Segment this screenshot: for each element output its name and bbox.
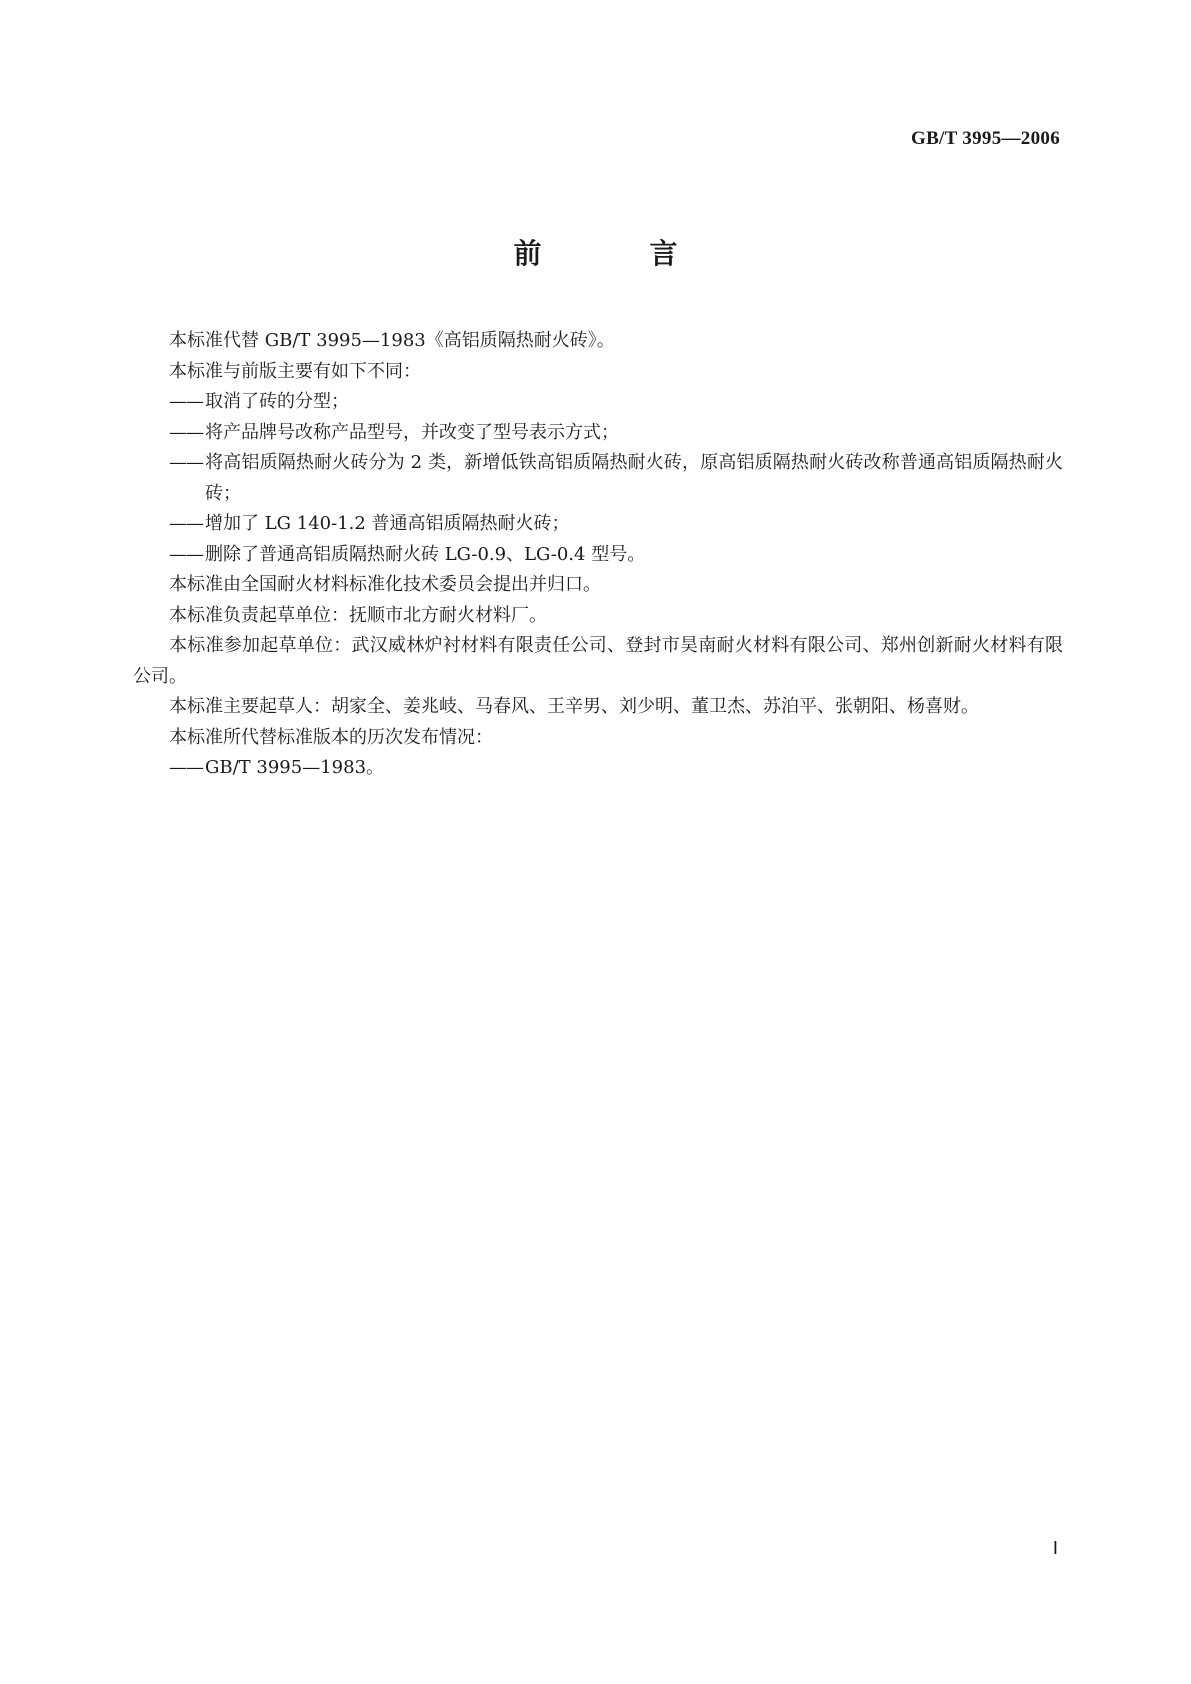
paragraph-lead-drafter: 本标准负责起草单位：抚顺市北方耐火材料厂。 bbox=[169, 604, 547, 626]
list-item bbox=[133, 448, 1063, 509]
list-item bbox=[133, 509, 1063, 540]
list-item bbox=[133, 418, 1063, 449]
list-item-text: 将高铝质隔热耐火砖分为 2 类，新增低铁高铝质隔热耐火砖，原高铝质隔热耐火砖改称普通高铝质隔热耐火砖； bbox=[205, 452, 1063, 504]
list-item-text: 将产品牌号改称产品型号，并改变了型号表示方式； bbox=[205, 421, 619, 443]
list-item-text: 删除了普通高铝质隔热耐火砖 LG-0.9、LG-0.4 型号。 bbox=[205, 543, 646, 565]
page-title: 前 言 bbox=[513, 237, 718, 270]
list-item bbox=[133, 540, 1063, 571]
dash-marker: —— bbox=[169, 513, 203, 534]
dash-marker: —— bbox=[169, 543, 203, 565]
paragraph-proposed-by: 本标准由全国耐火材料标准化技术委员会提出并归口。 bbox=[169, 574, 601, 595]
dash-marker: —— bbox=[169, 391, 203, 412]
dash-marker: —— bbox=[169, 452, 203, 473]
paragraph-participating-drafters: 本标准参加起草单位：武汉威林炉衬材料有限责任公司、登封市昊南耐火材料有限公司、郑州创新耐火材料有限公司。 bbox=[133, 635, 1063, 687]
paragraph-main-drafters: 本标准主要起草人：胡家全、姜兆岐、马春风、王辛男、刘少明、董卫杰、苏泊平、张朝阳、杨喜财。 bbox=[169, 696, 979, 717]
list-item-text: 增加了 LG 140-1.2 普通高铝质隔热耐火砖； bbox=[205, 513, 570, 534]
list-item bbox=[133, 387, 1063, 418]
list-item-text: GB/T 3995—1983。 bbox=[205, 757, 385, 778]
list-item bbox=[133, 753, 1063, 784]
paragraph-differences-intro: 本标准与前版主要有如下不同： bbox=[169, 360, 421, 382]
dash-marker: —— bbox=[169, 421, 203, 443]
document-body bbox=[133, 326, 1063, 784]
page-number: Ⅰ bbox=[1052, 1538, 1058, 1558]
standard-code-header: GB/T 3995—2006 bbox=[910, 128, 1060, 149]
paragraph-history-intro: 本标准所代替标准版本的历次发布情况： bbox=[169, 726, 493, 748]
dash-marker: —— bbox=[169, 757, 203, 778]
list-item-text: 取消了砖的分型； bbox=[205, 391, 349, 412]
paragraph-replaces: 本标准代替 GB/T 3995—1983《高铝质隔热耐火砖》。 bbox=[169, 330, 615, 351]
